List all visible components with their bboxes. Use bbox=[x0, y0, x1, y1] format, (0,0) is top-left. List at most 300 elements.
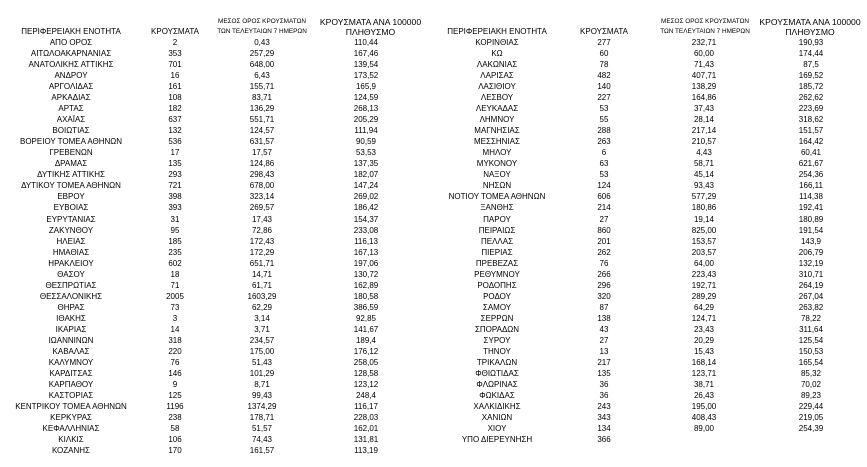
table-row bbox=[0, 313, 423, 324]
cases-cell: 124 bbox=[597, 181, 611, 191]
table-row bbox=[0, 324, 423, 335]
table-row bbox=[433, 379, 856, 390]
table-row bbox=[433, 70, 856, 81]
cases-cell: 263 bbox=[597, 137, 611, 147]
region-cell: ΝΑΞΟΥ bbox=[483, 170, 511, 180]
avg-cell: 178,71 bbox=[249, 413, 275, 423]
header-per-line1: ΚΡΟΥΣΜΑΤΑ ΑΝΑ 100000 bbox=[759, 17, 861, 27]
table-row bbox=[433, 225, 856, 236]
left-table-header bbox=[0, 13, 423, 37]
per-100k-cell: 113,19 bbox=[354, 446, 378, 456]
cases-cell: 95 bbox=[170, 225, 180, 235]
avg-cell: 124,86 bbox=[249, 159, 275, 169]
region-cell: ΝΟΤΙΟΥ ΤΟΜΕΑ ΑΘΗΝΩΝ bbox=[448, 192, 546, 202]
table-row bbox=[433, 147, 856, 158]
region-cell: ΤΗΝΟΥ bbox=[483, 346, 511, 356]
cases-cell: 366 bbox=[597, 435, 611, 445]
table-row bbox=[0, 247, 423, 258]
cases-cell: 135 bbox=[168, 159, 182, 169]
table-row bbox=[433, 158, 856, 169]
avg-cell: 289,29 bbox=[691, 291, 717, 301]
avg-cell: 678,00 bbox=[249, 181, 275, 191]
cases-cell: 243 bbox=[597, 402, 611, 412]
table-row bbox=[433, 48, 856, 59]
cases-cell: 536 bbox=[168, 137, 182, 147]
avg-cell: 217,14 bbox=[691, 126, 717, 136]
table-row bbox=[0, 390, 423, 401]
table-row bbox=[0, 236, 423, 247]
per-100k-cell: 206,79 bbox=[798, 247, 824, 257]
cases-cell: 235 bbox=[168, 247, 182, 257]
per-100k-cell: 264,19 bbox=[798, 280, 824, 290]
region-cell: ΑΝΑΤΟΛΙΚΗΣ ΑΤΤΙΚΗΣ bbox=[28, 60, 114, 70]
per-100k-cell: 267,04 bbox=[798, 291, 824, 301]
region-cell: ΖΑΚΥΝΘΟΥ bbox=[48, 225, 94, 235]
table-row bbox=[0, 368, 423, 379]
region-cell: ΜΗΛΟΥ bbox=[482, 148, 512, 158]
avg-cell: 136,29 bbox=[249, 104, 275, 114]
avg-cell: 577,29 bbox=[691, 192, 717, 202]
cases-cell: 106 bbox=[168, 435, 182, 445]
cases-cell: 1196 bbox=[166, 402, 184, 412]
table-row bbox=[433, 81, 856, 92]
per-100k-cell: 182,07 bbox=[353, 170, 379, 180]
table-row bbox=[0, 346, 423, 357]
header-cases: ΚΡΟΥΣΜΑΤΑ bbox=[580, 27, 628, 36]
cases-cell: 27 bbox=[599, 214, 609, 224]
per-100k-cell: 621,67 bbox=[798, 159, 824, 169]
table-row bbox=[0, 202, 423, 213]
left-table-body bbox=[0, 37, 423, 456]
avg-cell: 23,43 bbox=[693, 324, 715, 334]
table-row bbox=[0, 357, 423, 368]
avg-cell: 175,00 bbox=[249, 346, 275, 356]
per-100k-cell: 174,44 bbox=[798, 49, 824, 59]
table-row bbox=[0, 379, 423, 390]
region-cell: ΚΑΛΥΜΝΟΥ bbox=[48, 357, 94, 367]
table-row bbox=[0, 59, 423, 70]
table-row bbox=[433, 401, 856, 412]
per-100k-cell: 150,53 bbox=[798, 346, 824, 356]
cases-cell: 31 bbox=[170, 214, 180, 224]
region-cell: ΗΡΑΚΛΕΙΟΥ bbox=[48, 258, 94, 268]
per-100k-cell: 137,35 bbox=[353, 159, 379, 169]
region-cell: ΙΘΑΚΗΣ bbox=[56, 313, 86, 323]
avg-cell: 37,43 bbox=[693, 104, 715, 114]
region-cell: ΧΙΟΥ bbox=[487, 424, 507, 434]
per-100k-cell: 205,29 bbox=[353, 115, 379, 125]
cases-cell: 2005 bbox=[166, 291, 184, 301]
region-cell: ΛΕΣΒΟΥ bbox=[480, 93, 514, 103]
table-row bbox=[433, 92, 856, 103]
region-cell: ΛΑΡΙΣΑΣ bbox=[480, 71, 514, 81]
per-100k-cell: 185,72 bbox=[798, 82, 824, 92]
cases-cell: 353 bbox=[168, 49, 182, 59]
header-per-line2: ΠΛΗΘΥΣΜΟ bbox=[785, 27, 835, 37]
per-100k-cell: 190,93 bbox=[798, 38, 824, 47]
region-cell: ΑΧΑΪΑΣ bbox=[56, 115, 86, 125]
cases-cell: 76 bbox=[170, 357, 180, 367]
cases-cell: 398 bbox=[168, 192, 182, 202]
region-cell: ΑΡΤΑΣ bbox=[58, 104, 84, 114]
table-row bbox=[0, 258, 423, 269]
region-cell: ΙΚΑΡΙΑΣ bbox=[55, 324, 87, 334]
per-100k-cell: 60,41 bbox=[800, 148, 822, 158]
cases-cell: 701 bbox=[168, 60, 182, 70]
cases-cell: 87 bbox=[599, 302, 609, 312]
avg-cell: 19,14 bbox=[693, 214, 715, 224]
cases-cell: 138 bbox=[597, 313, 611, 323]
table-row bbox=[433, 335, 856, 346]
region-cell: ΑΡΚΑΔΙΑΣ bbox=[51, 93, 91, 103]
region-cell: ΥΠΟ ΔΙΕΡΕΥΝΗΣΗ bbox=[461, 435, 533, 445]
region-cell: ΚΑΒΑΛΑΣ bbox=[52, 346, 90, 356]
table-row bbox=[0, 191, 423, 202]
per-100k-cell: 116,13 bbox=[354, 236, 378, 246]
per-100k-cell: 254,39 bbox=[798, 424, 824, 434]
avg-cell: 71,43 bbox=[693, 60, 715, 70]
per-100k-cell: 191,54 bbox=[798, 225, 824, 235]
cases-cell: 9 bbox=[172, 379, 178, 389]
cases-cell: 201 bbox=[597, 236, 611, 246]
region-cell: ΑΙΤΩΛΟΑΚΑΡΝΑΝΙΑΣ bbox=[30, 49, 112, 59]
per-100k-cell: 173,52 bbox=[353, 71, 379, 81]
per-100k-cell: 318,62 bbox=[798, 115, 824, 125]
cases-cell: 637 bbox=[168, 115, 182, 125]
avg-cell: 180,86 bbox=[691, 203, 717, 213]
per-100k-cell: 141,67 bbox=[353, 324, 379, 334]
cases-cell: 393 bbox=[168, 203, 182, 213]
table-row bbox=[433, 191, 856, 202]
cases-cell: 170 bbox=[168, 446, 182, 456]
region-cell: ΡΕΘΥΜΝΟΥ bbox=[474, 269, 520, 279]
avg-cell: 651,71 bbox=[249, 258, 275, 268]
table-row bbox=[0, 445, 423, 456]
cases-cell: 125 bbox=[168, 391, 182, 400]
table-row bbox=[0, 280, 423, 291]
avg-cell: 323,14 bbox=[249, 192, 275, 202]
table-row bbox=[433, 236, 856, 247]
header-avg-line2: ΤΩΝ ΤΕΛΕΥΤΑΙΩΝ 7 ΗΜΕΡΩΝ bbox=[660, 28, 750, 35]
header-region: ΠΕΡΙΦΕΡΕΙΑΚΗ ΕΝΟΤΗΤΑ bbox=[447, 27, 547, 36]
region-cell: ΠΡΕΒΕΖΑΣ bbox=[475, 258, 519, 268]
per-100k-cell: 262,62 bbox=[798, 93, 824, 103]
per-100k-cell: 167,46 bbox=[353, 49, 379, 59]
table-row bbox=[433, 125, 856, 136]
per-100k-cell: 116,17 bbox=[354, 402, 378, 412]
per-100k-cell: 165,54 bbox=[798, 357, 824, 367]
cases-cell: 227 bbox=[597, 93, 611, 103]
per-100k-cell: 130,72 bbox=[353, 269, 379, 279]
region-cell: ΦΛΩΡΙΝΑΣ bbox=[476, 379, 518, 389]
region-cell: ΞΑΝΘΗΣ bbox=[480, 203, 514, 213]
cases-cell: 58 bbox=[170, 424, 180, 434]
cases-cell: 293 bbox=[168, 170, 182, 180]
table-row bbox=[0, 302, 423, 313]
cases-cell: 43 bbox=[599, 324, 609, 334]
table-row bbox=[0, 401, 423, 412]
avg-cell: 203,57 bbox=[691, 247, 717, 257]
avg-cell: 164,86 bbox=[691, 93, 717, 103]
avg-cell: 172,29 bbox=[249, 247, 275, 257]
avg-cell: 51,43 bbox=[251, 357, 273, 367]
table-row bbox=[0, 335, 423, 346]
per-100k-cell: 165,9 bbox=[355, 82, 377, 92]
per-100k-cell: 162,01 bbox=[353, 424, 379, 434]
avg-cell: 101,29 bbox=[249, 368, 275, 378]
per-100k-cell: 111,94 bbox=[354, 126, 378, 136]
per-100k-cell: 78,22 bbox=[800, 313, 822, 323]
per-100k-cell: 248,4 bbox=[355, 391, 377, 400]
per-100k-cell: 180,89 bbox=[798, 214, 824, 224]
region-cell: ΚΙΛΚΙΣ bbox=[58, 435, 84, 445]
avg-cell: 648,00 bbox=[249, 60, 275, 70]
avg-cell: 1603,29 bbox=[247, 291, 277, 301]
region-cell: ΚΟΡΙΝΘΙΑΣ bbox=[475, 38, 519, 47]
region-cell: ΚΕΝΤΡΙΚΟΥ ΤΟΜΕΑ ΑΘΗΝΩΝ bbox=[15, 402, 127, 412]
cases-cell: 721 bbox=[168, 181, 182, 191]
table-row bbox=[433, 368, 856, 379]
region-cell: ΠΙΕΡΙΑΣ bbox=[481, 247, 513, 257]
avg-cell: 58,71 bbox=[693, 159, 715, 169]
cases-cell: 220 bbox=[168, 346, 182, 356]
region-cell: ΛΗΜΝΟΥ bbox=[479, 115, 515, 125]
cases-cell: 860 bbox=[597, 225, 611, 235]
cases-cell: 76 bbox=[599, 258, 609, 268]
header-avg-line1: ΜΕΣΟΣ ΟΡΟΣ ΚΡΟΥΣΜΑΤΩΝ bbox=[218, 18, 306, 25]
per-100k-cell: 139,54 bbox=[353, 60, 379, 70]
per-100k-cell: 254,36 bbox=[798, 170, 824, 180]
per-100k-cell: 154,37 bbox=[353, 214, 379, 224]
avg-cell: 3,14 bbox=[254, 313, 270, 323]
avg-cell: 8,71 bbox=[254, 379, 270, 389]
table-row bbox=[0, 412, 423, 423]
table-row bbox=[433, 202, 856, 213]
region-cell: ΔΥΤΙΚΟΥ ΤΟΜΕΑ ΑΘΗΝΩΝ bbox=[21, 181, 121, 191]
cases-cell: 343 bbox=[597, 413, 611, 423]
per-100k-cell: 123,12 bbox=[353, 379, 379, 389]
avg-cell: 298,43 bbox=[249, 170, 275, 180]
region-cell: ΜΥΚΟΝΟΥ bbox=[476, 159, 518, 169]
per-100k-cell: 311,64 bbox=[799, 324, 823, 334]
cases-cell: 262 bbox=[597, 247, 611, 257]
avg-cell: 64,29 bbox=[693, 302, 715, 312]
cases-cell: 53 bbox=[599, 104, 609, 114]
right-table bbox=[433, 13, 861, 445]
per-100k-cell: 151,57 bbox=[798, 126, 824, 136]
cases-cell: 161 bbox=[168, 82, 182, 92]
cases-cell: 182 bbox=[168, 104, 182, 114]
table-row bbox=[0, 225, 423, 236]
region-cell: ΝΗΣΩΝ bbox=[482, 181, 512, 191]
table-row bbox=[433, 114, 856, 125]
cases-cell: 132 bbox=[168, 126, 182, 136]
region-cell: ΛΕΥΚΑΔΑΣ bbox=[475, 104, 519, 114]
table-row bbox=[0, 214, 423, 225]
cases-cell: 17 bbox=[170, 148, 180, 158]
per-100k-cell: 110,44 bbox=[354, 38, 378, 47]
region-cell: ΜΑΓΝΗΣΙΑΣ bbox=[474, 126, 520, 136]
avg-cell: 38,71 bbox=[693, 379, 715, 389]
cases-cell: 266 bbox=[597, 269, 611, 279]
per-100k-cell: 87,5 bbox=[803, 60, 819, 70]
avg-cell: 172,43 bbox=[249, 236, 275, 246]
cases-cell: 135 bbox=[597, 368, 611, 378]
region-cell: ΘΗΡΑΣ bbox=[57, 302, 85, 312]
region-cell: ΦΘΙΩΤΙΔΑΣ bbox=[475, 368, 519, 378]
avg-cell: 232,71 bbox=[691, 38, 717, 47]
left-table bbox=[0, 13, 423, 456]
per-100k-cell: 269,02 bbox=[353, 192, 379, 202]
per-100k-cell: 166,11 bbox=[799, 181, 823, 191]
table-row bbox=[0, 103, 423, 114]
region-cell: ΚΕΦΑΛΛΗΝΙΑΣ bbox=[42, 424, 100, 434]
region-cell: ΡΟΔΟΥ bbox=[483, 291, 511, 301]
region-cell: ΔΡΑΜΑΣ bbox=[54, 159, 88, 169]
avg-cell: 192,71 bbox=[691, 280, 717, 290]
table-row bbox=[433, 412, 856, 423]
region-cell: ΡΟΔΟΠΗΣ bbox=[477, 280, 517, 290]
avg-cell: 407,71 bbox=[691, 71, 717, 81]
region-cell: ΜΕΣΣΗΝΙΑΣ bbox=[474, 137, 520, 147]
table-row bbox=[433, 180, 856, 191]
region-cell: ΧΑΝΙΩΝ bbox=[481, 413, 513, 423]
cases-cell: 214 bbox=[597, 203, 611, 213]
avg-cell: 17,43 bbox=[251, 214, 273, 224]
avg-cell: 64,00 bbox=[693, 258, 715, 268]
header-avg-line1: ΜΕΣΟΣ ΟΡΟΣ ΚΡΟΥΣΜΑΤΩΝ bbox=[661, 18, 749, 25]
per-100k-cell: 192,41 bbox=[798, 203, 824, 213]
cases-cell: 71 bbox=[170, 280, 180, 290]
per-100k-cell: 85,32 bbox=[800, 368, 822, 378]
table-row bbox=[433, 247, 856, 258]
cases-cell: 36 bbox=[599, 391, 609, 400]
per-100k-cell: 268,13 bbox=[353, 104, 379, 114]
table-row bbox=[0, 114, 423, 125]
per-100k-cell: 114,38 bbox=[799, 192, 823, 202]
region-cell: ΚΕΡΚΥΡΑΣ bbox=[50, 413, 92, 423]
table-row bbox=[0, 48, 423, 59]
region-cell: ΣΕΡΡΩΝ bbox=[480, 313, 514, 323]
cases-cell: 482 bbox=[597, 71, 611, 81]
table-row bbox=[433, 136, 856, 147]
table-row bbox=[433, 280, 856, 291]
avg-cell: 60,00 bbox=[693, 49, 715, 59]
cases-cell: 73 bbox=[170, 302, 180, 312]
avg-cell: 257,29 bbox=[249, 49, 275, 59]
avg-cell: 123,71 bbox=[691, 368, 717, 378]
avg-cell: 99,43 bbox=[251, 391, 273, 400]
table-row bbox=[0, 81, 423, 92]
avg-cell: 45,14 bbox=[693, 170, 715, 180]
region-cell: ΠΑΡΟΥ bbox=[483, 214, 511, 224]
avg-cell: 138,29 bbox=[691, 82, 717, 92]
per-100k-cell: 128,58 bbox=[353, 368, 379, 378]
cases-cell: 217 bbox=[597, 357, 611, 367]
region-cell: ΠΕΙΡΑΙΩΣ bbox=[478, 225, 516, 235]
avg-cell: 83,71 bbox=[251, 93, 273, 103]
avg-cell: 161,57 bbox=[249, 446, 275, 456]
cases-cell: 140 bbox=[597, 82, 611, 92]
avg-cell: 124,71 bbox=[691, 313, 717, 323]
header-per bbox=[755, 17, 865, 37]
avg-cell: 1374,29 bbox=[247, 402, 277, 412]
header-cases: ΚΡΟΥΣΜΑΤΑ bbox=[151, 27, 199, 36]
per-100k-cell: 90,59 bbox=[355, 137, 377, 147]
table-row bbox=[433, 346, 856, 357]
region-cell: ΚΑΡΠΑΘΟΥ bbox=[48, 379, 94, 389]
avg-cell: 153,57 bbox=[691, 236, 717, 246]
table-row bbox=[0, 147, 423, 158]
per-100k-cell: 186,42 bbox=[353, 203, 379, 213]
avg-cell: 210,57 bbox=[691, 137, 717, 147]
cases-cell: 6 bbox=[601, 148, 607, 158]
table-row bbox=[0, 158, 423, 169]
region-cell: ΒΟΙΩΤΙΑΣ bbox=[52, 126, 90, 136]
header-per-line2: ΠΛΗΘΥΣΜΟ bbox=[345, 27, 396, 37]
cases-cell: 63 bbox=[599, 159, 609, 169]
region-cell: ΚΑΡΔΙΤΣΑΣ bbox=[49, 368, 93, 378]
cases-cell: 18 bbox=[170, 269, 180, 279]
per-100k-cell: 258,05 bbox=[353, 357, 379, 367]
right-table-header bbox=[433, 13, 861, 37]
cases-cell: 320 bbox=[597, 291, 611, 301]
table-row bbox=[433, 324, 856, 335]
region-cell: ΔΥΤΙΚΗΣ ΑΤΤΙΚΗΣ bbox=[37, 170, 105, 180]
region-cell: ΚΟΖΑΝΗΣ bbox=[51, 446, 91, 456]
region-cell: ΗΛΕΙΑΣ bbox=[56, 236, 86, 246]
table-row bbox=[433, 291, 856, 302]
table-row bbox=[433, 103, 856, 114]
cases-cell: 185 bbox=[168, 236, 182, 246]
per-100k-cell: 53,53 bbox=[355, 148, 377, 158]
per-100k-cell: 180,58 bbox=[353, 291, 379, 301]
cases-cell: 134 bbox=[597, 424, 611, 434]
avg-cell: 6,43 bbox=[254, 71, 270, 81]
avg-cell: 17,57 bbox=[251, 148, 273, 158]
avg-cell: 3,71 bbox=[254, 324, 270, 334]
table-row bbox=[0, 37, 423, 48]
avg-cell: 168,14 bbox=[691, 357, 717, 367]
region-cell: ΛΑΣΙΘΙΟΥ bbox=[478, 82, 516, 92]
avg-cell: 26,43 bbox=[693, 391, 715, 400]
cases-cell: 318 bbox=[168, 335, 182, 345]
region-cell: ΓΡΕΒΕΝΩΝ bbox=[49, 148, 93, 158]
cases-cell: 36 bbox=[599, 379, 609, 389]
cases-cell: 78 bbox=[599, 60, 609, 70]
avg-cell: 4,43 bbox=[696, 148, 712, 158]
per-100k-cell: 143,9 bbox=[800, 236, 822, 246]
region-cell: ΣΥΡΟΥ bbox=[483, 335, 511, 345]
per-100k-cell: 189,4 bbox=[355, 335, 377, 345]
table-row bbox=[0, 180, 423, 191]
cases-cell: 277 bbox=[597, 38, 611, 47]
avg-cell: 408,43 bbox=[691, 413, 717, 423]
region-cell: ΧΑΛΚΙΔΙΚΗΣ bbox=[473, 402, 521, 412]
header-avg-line2: ΤΩΝ ΤΕΛΕΥΤΑΙΩΝ 7 ΗΜΕΡΩΝ bbox=[217, 28, 307, 35]
cases-cell: 13 bbox=[599, 346, 609, 356]
per-100k-cell: 263,82 bbox=[798, 302, 824, 312]
region-cell: ΕΒΡΟΥ bbox=[57, 192, 85, 202]
avg-cell: 223,43 bbox=[691, 269, 717, 279]
cases-cell: 296 bbox=[597, 280, 611, 290]
region-cell: ΠΕΛΛΑΣ bbox=[480, 236, 514, 246]
table-row bbox=[0, 269, 423, 280]
table-row bbox=[433, 37, 856, 48]
per-100k-cell: 147,24 bbox=[353, 181, 379, 191]
table-row bbox=[433, 169, 856, 180]
right-table-body bbox=[433, 37, 856, 445]
